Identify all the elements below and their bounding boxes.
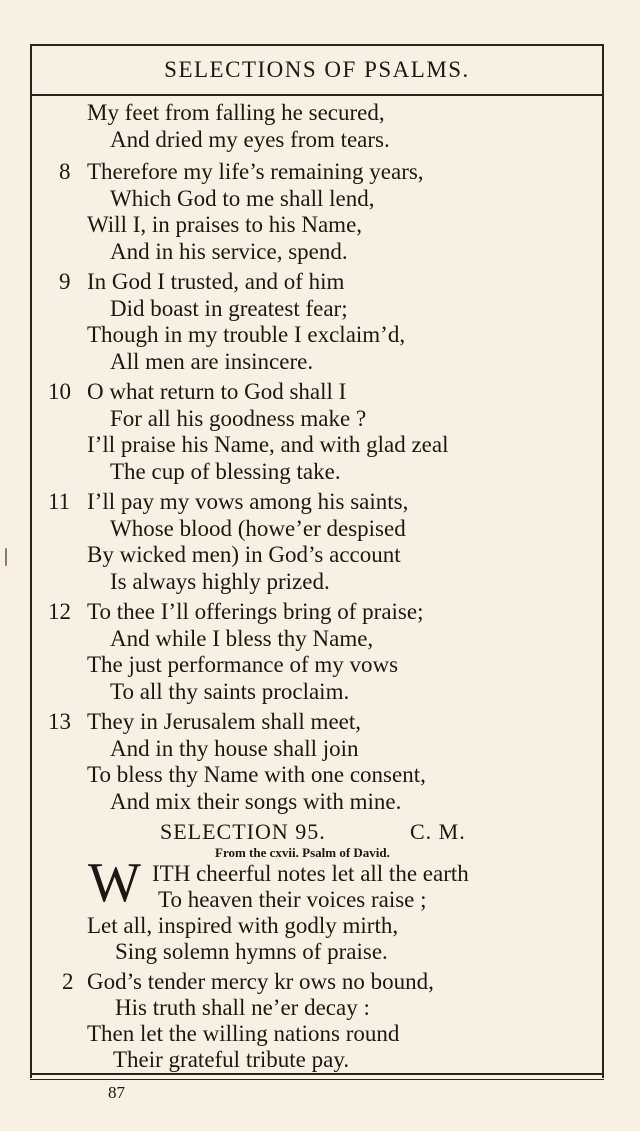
verse-line: I’ll praise his Name, and with glad zeal (87, 432, 449, 457)
verse-line: And in thy house shall join (110, 736, 359, 761)
verse-line: Though in my trouble I exclaim’d, (87, 322, 406, 347)
header-rule (30, 94, 604, 96)
verse-number: 11 (48, 489, 71, 514)
verse-number: 2 (62, 969, 74, 994)
verse-line: To heaven their voices raise ; (158, 887, 427, 912)
bottom-rule (30, 1073, 604, 1075)
verse-line: By wicked men) in God’s account (87, 542, 401, 567)
verse-line: Let all, inspired with godly mirth, (87, 913, 399, 938)
verse-line: All men are insincere. (110, 349, 314, 374)
verse-line: God’s tender mercy kr ows no bound, (87, 969, 434, 994)
verse-line: The just performance of my vows (87, 652, 399, 677)
verse-number: 10 (48, 379, 71, 404)
verse-line: To bless thy Name with one consent, (87, 762, 426, 787)
verse-line: To all thy saints proclaim. (110, 679, 350, 704)
verse-line: Whose blood (howe’er despised (110, 516, 406, 541)
selection-meter: C. M. (410, 819, 466, 844)
selection-title: SELECTION 95. (160, 819, 326, 844)
verse-number: 9 (59, 269, 71, 294)
verse-line: My feet from falling he secured, (87, 100, 385, 125)
verse-number: 13 (48, 709, 71, 734)
verse-line: Is always highly prized. (110, 569, 330, 594)
verse-line: Did boast in greatest fear; (110, 296, 348, 321)
verse-line: Therefore my life’s remaining years, (87, 159, 424, 184)
verse-line: I’ll pay my vows among his saints, (87, 489, 409, 514)
verse-line: And mix their songs with mine. (110, 789, 402, 814)
verse-line: They in Jerusalem shall meet, (87, 709, 362, 734)
bottom-rule-thin (30, 1079, 604, 1080)
verse-line: And dried my eyes from tears. (110, 127, 390, 152)
verse-line: Then let the willing nations round (87, 1021, 400, 1046)
selection-source: From the cxvii. Psalm of David. (215, 845, 390, 860)
verse-line: To thee I’ll offerings bring of praise; (87, 599, 424, 624)
margin-mark (5, 548, 7, 566)
verse-line: The cup of blessing take. (110, 459, 341, 484)
drop-cap: W (88, 852, 141, 914)
verse-line: His truth shall ne’er decay : (115, 995, 370, 1020)
verse-number: 12 (48, 599, 71, 624)
verse-line: And while I bless thy Name, (110, 626, 374, 651)
running-head: SELECTIONS OF PSALMS. (164, 57, 470, 82)
verse-line: And in his service, spend. (110, 239, 348, 264)
verse-number: 8 (59, 159, 71, 184)
page-number: 87 (108, 1083, 125, 1102)
verse-line: For all his goodness make ? (110, 406, 367, 431)
verse-line: ITH cheerful notes let all the earth (152, 861, 469, 886)
verse-line: O what return to God shall I (87, 379, 347, 404)
verse-line: In God I trusted, and of him (87, 269, 345, 294)
verse-line: Which God to me shall lend, (110, 186, 375, 211)
verse-line: Their grateful tribute pay. (113, 1047, 350, 1072)
verse-line: Will I, in praises to his Name, (87, 212, 363, 237)
verse-line: Sing solemn hymns of praise. (115, 939, 388, 964)
